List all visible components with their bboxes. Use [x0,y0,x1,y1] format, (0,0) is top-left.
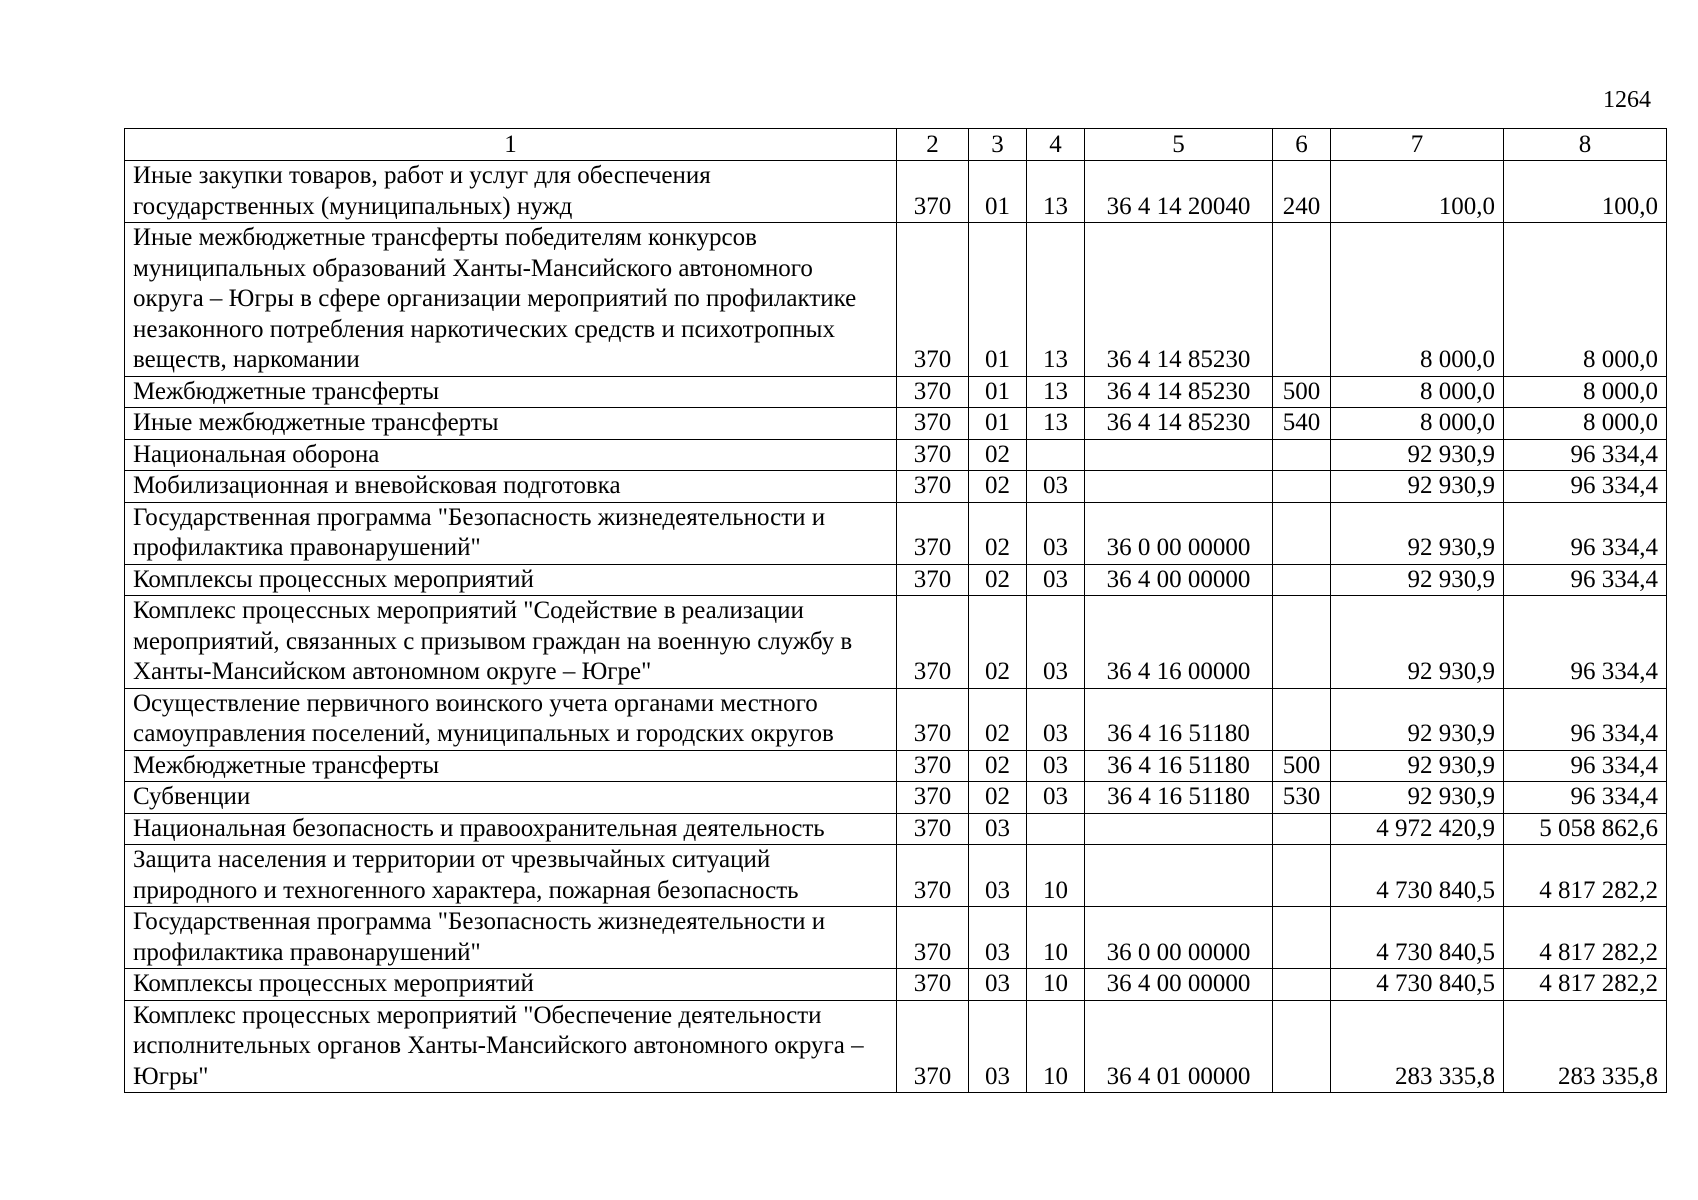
item-name-cell: Комплексы процессных мероприятий [125,564,897,596]
section-cell: 02 [969,750,1027,782]
table-row [125,907,1667,969]
code-cell: 370 [897,564,969,596]
amount-year2-cell: 96 334,4 [1504,471,1667,503]
table-row [125,502,1667,564]
expense-type-cell: 500 [1273,750,1331,782]
expense-type-cell: 500 [1273,376,1331,408]
subsection-cell: 03 [1027,750,1085,782]
header-cell: 1 [125,129,897,161]
code-cell: 370 [897,750,969,782]
item-name-cell: Национальная безопасность и правоохранительная деятельность [125,813,897,845]
amount-year1-cell: 8 000,0 [1331,408,1504,440]
subsection-cell: 10 [1027,969,1085,1001]
target-article-cell: 36 4 00 00000 [1085,564,1273,596]
table-row [125,688,1667,750]
item-name-cell: Межбюджетные трансферты [125,750,897,782]
code-cell: 370 [897,596,969,689]
table-row [125,1000,1667,1093]
header-cell: 3 [969,129,1027,161]
target-article-cell: 36 4 16 51180 [1085,782,1273,814]
amount-year2-cell: 5 058 862,6 [1504,813,1667,845]
section-cell: 03 [969,813,1027,845]
amount-year1-cell: 8 000,0 [1331,376,1504,408]
subsection-cell: 03 [1027,688,1085,750]
target-article-cell: 36 4 00 00000 [1085,969,1273,1001]
item-name-cell: Комплексы процессных мероприятий [125,969,897,1001]
amount-year2-cell: 4 817 282,2 [1504,907,1667,969]
section-cell: 02 [969,439,1027,471]
amount-year2-cell: 283 335,8 [1504,1000,1667,1093]
expense-type-cell: 240 [1273,161,1331,223]
table-body [125,161,1667,1093]
code-cell: 370 [897,502,969,564]
target-article-cell: 36 4 14 20040 [1085,161,1273,223]
section-cell: 03 [969,907,1027,969]
item-name-cell: Осуществление первичного воинского учета органами местного самоуправления поселений, муниципальных и городских округов [125,688,897,750]
item-name-cell: Иные закупки товаров, работ и услуг для обеспечения государственных (муниципальных) нужд [125,161,897,223]
expense-type-cell: 530 [1273,782,1331,814]
target-article-cell [1085,813,1273,845]
code-cell: 370 [897,907,969,969]
item-name-cell: Межбюджетные трансферты [125,376,897,408]
expense-type-cell [1273,907,1331,969]
subsection-cell: 03 [1027,502,1085,564]
section-cell: 02 [969,688,1027,750]
header-cell: 2 [897,129,969,161]
section-cell: 01 [969,161,1027,223]
budget-table [124,128,1667,1093]
amount-year1-cell: 4 730 840,5 [1331,969,1504,1001]
header-cell: 6 [1273,129,1331,161]
header-row [125,129,1667,161]
expense-type-cell [1273,969,1331,1001]
code-cell: 370 [897,439,969,471]
item-name-cell: Субвенции [125,782,897,814]
item-name-cell: Государственная программа "Безопасность жизнедеятельности и профилактика правонарушений" [125,502,897,564]
header-cell: 4 [1027,129,1085,161]
target-article-cell: 36 4 14 85230 [1085,223,1273,377]
section-cell: 02 [969,782,1027,814]
item-name-cell: Защита населения и территории от чрезвычайных ситуаций природного и техногенного характера, пожарная безопасность [125,845,897,907]
item-name-cell: Мобилизационная и вневойсковая подготовка [125,471,897,503]
section-cell: 02 [969,502,1027,564]
amount-year2-cell: 96 334,4 [1504,688,1667,750]
page-number: 1264 [1603,87,1651,113]
subsection-cell [1027,813,1085,845]
section-cell: 02 [969,564,1027,596]
header-cell: 8 [1504,129,1667,161]
amount-year1-cell: 92 930,9 [1331,596,1504,689]
section-cell: 03 [969,969,1027,1001]
target-article-cell: 36 4 16 51180 [1085,688,1273,750]
code-cell: 370 [897,688,969,750]
amount-year1-cell: 4 730 840,5 [1331,907,1504,969]
amount-year1-cell: 4 972 420,9 [1331,813,1504,845]
code-cell: 370 [897,471,969,503]
subsection-cell: 03 [1027,782,1085,814]
target-article-cell: 36 4 16 51180 [1085,750,1273,782]
code-cell: 370 [897,845,969,907]
table-row [125,845,1667,907]
target-article-cell: 36 4 01 00000 [1085,1000,1273,1093]
table-row [125,161,1667,223]
amount-year2-cell: 8 000,0 [1504,408,1667,440]
item-name-cell: Государственная программа "Безопасность жизнедеятельности и профилактика правонарушений" [125,907,897,969]
table-row [125,750,1667,782]
amount-year1-cell: 92 930,9 [1331,471,1504,503]
expense-type-cell [1273,845,1331,907]
item-name-cell: Комплекс процессных мероприятий "Содействие в реализации мероприятий, связанных с призывом граждан на военную службу в Ханты-Мансийском автономном округе – Югре" [125,596,897,689]
code-cell: 370 [897,1000,969,1093]
amount-year1-cell: 92 930,9 [1331,688,1504,750]
item-name-cell: Иные межбюджетные трансферты победителям конкурсов муниципальных образований Ханты-Мансийского автономного округа – Югры в сфере организации мероприятий по профилактике незаконного потребления наркотических средств и психотропных веществ, наркомании [125,223,897,377]
expense-type-cell [1273,439,1331,471]
expense-type-cell [1273,223,1331,377]
section-cell: 02 [969,596,1027,689]
table-row [125,596,1667,689]
section-cell: 01 [969,408,1027,440]
section-cell: 01 [969,376,1027,408]
table-row [125,471,1667,503]
amount-year1-cell: 92 930,9 [1331,439,1504,471]
target-article-cell: 36 4 16 00000 [1085,596,1273,689]
table-row [125,969,1667,1001]
subsection-cell: 03 [1027,596,1085,689]
table-row [125,813,1667,845]
amount-year2-cell: 96 334,4 [1504,782,1667,814]
code-cell: 370 [897,376,969,408]
amount-year2-cell: 96 334,4 [1504,564,1667,596]
section-cell: 03 [969,845,1027,907]
amount-year2-cell: 96 334,4 [1504,750,1667,782]
item-name-cell: Комплекс процессных мероприятий "Обеспечение деятельности исполнительных органов Ханты-Мансийского автономного округа – Югры" [125,1000,897,1093]
subsection-cell: 13 [1027,376,1085,408]
subsection-cell: 13 [1027,161,1085,223]
table-row [125,408,1667,440]
subsection-cell: 10 [1027,907,1085,969]
amount-year1-cell: 92 930,9 [1331,502,1504,564]
amount-year1-cell: 283 335,8 [1331,1000,1504,1093]
section-cell: 01 [969,223,1027,377]
target-article-cell [1085,845,1273,907]
expense-type-cell [1273,813,1331,845]
amount-year1-cell: 92 930,9 [1331,782,1504,814]
subsection-cell: 03 [1027,471,1085,503]
amount-year2-cell: 96 334,4 [1504,596,1667,689]
code-cell: 370 [897,813,969,845]
expense-type-cell [1273,564,1331,596]
code-cell: 370 [897,223,969,377]
expense-type-cell [1273,688,1331,750]
amount-year2-cell: 4 817 282,2 [1504,845,1667,907]
subsection-cell: 10 [1027,845,1085,907]
amount-year2-cell: 4 817 282,2 [1504,969,1667,1001]
amount-year1-cell: 92 930,9 [1331,564,1504,596]
table-row [125,564,1667,596]
subsection-cell [1027,439,1085,471]
subsection-cell: 13 [1027,408,1085,440]
subsection-cell: 03 [1027,564,1085,596]
target-article-cell: 36 4 14 85230 [1085,376,1273,408]
target-article-cell [1085,471,1273,503]
item-name-cell: Национальная оборона [125,439,897,471]
code-cell: 370 [897,969,969,1001]
amount-year1-cell: 8 000,0 [1331,223,1504,377]
amount-year2-cell: 100,0 [1504,161,1667,223]
table-row [125,782,1667,814]
table-row [125,223,1667,377]
expense-type-cell [1273,1000,1331,1093]
amount-year1-cell: 4 730 840,5 [1331,845,1504,907]
expense-type-cell [1273,471,1331,503]
subsection-cell: 10 [1027,1000,1085,1093]
amount-year1-cell: 92 930,9 [1331,750,1504,782]
target-article-cell [1085,439,1273,471]
amount-year2-cell: 96 334,4 [1504,439,1667,471]
section-cell: 03 [969,1000,1027,1093]
expense-type-cell [1273,502,1331,564]
target-article-cell: 36 0 00 00000 [1085,907,1273,969]
amount-year1-cell: 100,0 [1331,161,1504,223]
code-cell: 370 [897,408,969,440]
code-cell: 370 [897,161,969,223]
header-cell: 5 [1085,129,1273,161]
target-article-cell: 36 0 00 00000 [1085,502,1273,564]
header-cell: 7 [1331,129,1504,161]
table-row [125,439,1667,471]
expense-type-cell [1273,596,1331,689]
item-name-cell: Иные межбюджетные трансферты [125,408,897,440]
subsection-cell: 13 [1027,223,1085,377]
amount-year2-cell: 8 000,0 [1504,376,1667,408]
code-cell: 370 [897,782,969,814]
amount-year2-cell: 96 334,4 [1504,502,1667,564]
table-row [125,376,1667,408]
section-cell: 02 [969,471,1027,503]
amount-year2-cell: 8 000,0 [1504,223,1667,377]
expense-type-cell: 540 [1273,408,1331,440]
target-article-cell: 36 4 14 85230 [1085,408,1273,440]
